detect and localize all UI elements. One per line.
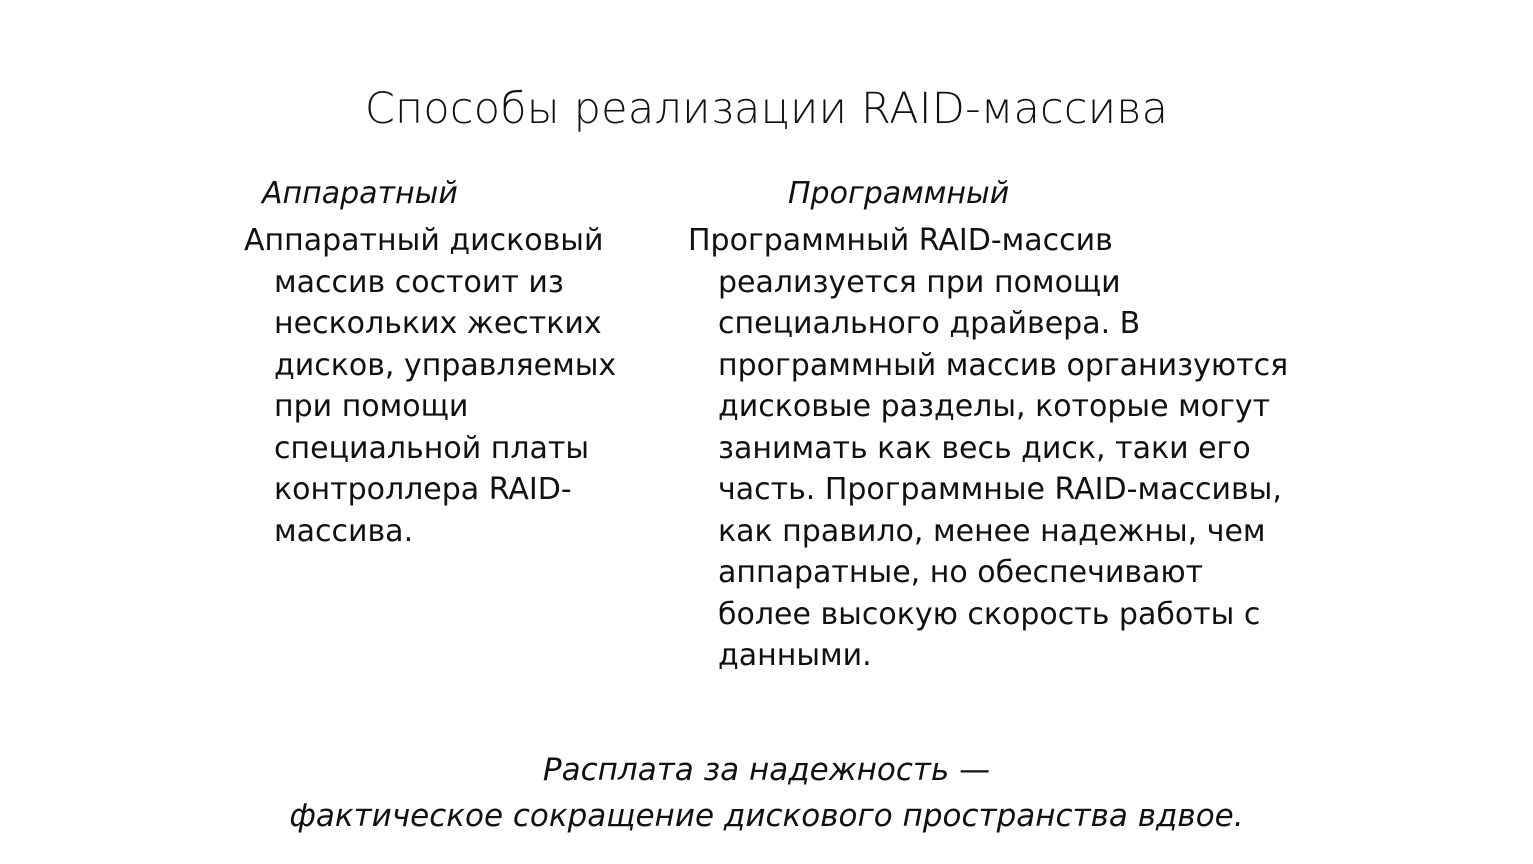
- hardware-line: при помощи: [274, 389, 469, 424]
- footer-line-2: фактическое сокращение дискового пространства вдвое.: [289, 798, 1244, 834]
- software-line: программный массив организуются: [718, 347, 1289, 383]
- hardware-line: массив состоит из: [274, 264, 564, 300]
- footer-line-1: Расплата за надежность —: [542, 752, 991, 788]
- hardware-line: Аппаратный дисковый: [244, 223, 604, 258]
- software-line: дисковые разделы, которые могут: [718, 389, 1271, 424]
- slide-title: Способы реализации RAID-массива: [364, 84, 1169, 134]
- software-line: занимать как весь диск, таки его: [718, 430, 1251, 466]
- hardware-description: [244, 220, 616, 552]
- software-line: более высокую скорость работы с: [718, 596, 1261, 632]
- hardware-line: контроллера RAID-: [274, 472, 572, 507]
- software-line: данными.: [718, 638, 872, 673]
- software-line: как правило, менее надежны, чем: [718, 513, 1266, 549]
- hardware-line: нескольких жестких: [274, 306, 602, 341]
- software-line: специального драйвера. В: [718, 306, 1141, 341]
- software-line: часть. Программные RAID-массивы,: [718, 472, 1282, 507]
- software-line: Программный RAID-массив: [688, 223, 1113, 258]
- software-line: реализуется при помощи: [718, 264, 1121, 300]
- hardware-line: специальной платы: [274, 430, 590, 466]
- hardware-line: массива.: [274, 513, 414, 549]
- hardware-line: дисков, управляемых: [274, 347, 617, 383]
- software-heading: Программный: [788, 176, 1010, 211]
- hardware-heading: Аппаратный: [262, 176, 458, 211]
- software-line: аппаратные, но обеспечивают: [718, 555, 1204, 590]
- software-description: [688, 220, 1288, 677]
